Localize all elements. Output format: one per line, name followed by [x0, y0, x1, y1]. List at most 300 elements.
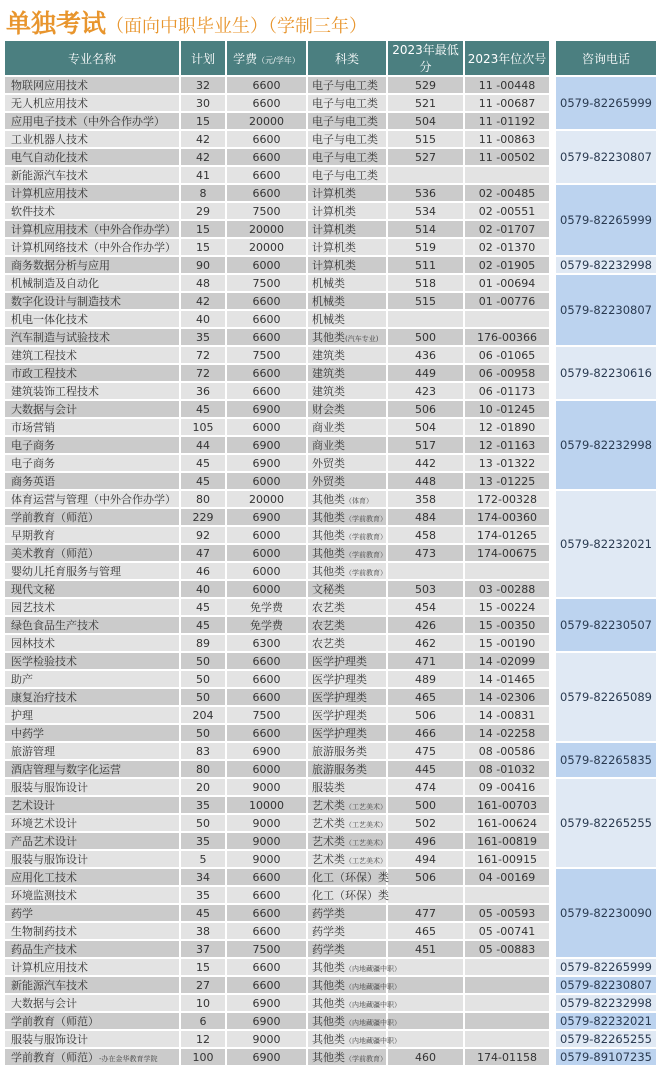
table-row [5, 185, 656, 203]
cell-major-name [5, 761, 181, 779]
category-text: 电子与电工类 [312, 115, 378, 128]
cell-plan: 40 [181, 581, 227, 599]
cell-major-name [5, 437, 181, 455]
category-text: 其他类 [312, 547, 345, 560]
header-score: 2023年最低分 [388, 41, 465, 77]
category-text: 药学类 [312, 907, 345, 920]
major-name-text: 建筑装饰工程技术 [11, 385, 99, 398]
cell-category [308, 581, 388, 599]
cell-plan: 50 [181, 689, 227, 707]
cell-major-name [5, 455, 181, 473]
cell-fee: 6900 [227, 995, 308, 1013]
category-text: 医学护理类 [312, 655, 367, 668]
category-text: 化工（环保）类 [312, 871, 389, 884]
cell-min-score: 519 [388, 239, 465, 257]
major-name-text: 电气自动化技术 [11, 151, 88, 164]
major-name-text: 体育运营与管理（中外合作办学） [11, 493, 176, 506]
cell-category [308, 743, 388, 761]
major-name-text: 服装与服饰设计 [11, 781, 88, 794]
major-name-text: 中药学 [11, 727, 44, 740]
cell-min-score: 445 [388, 761, 465, 779]
major-name-text: 美术教育（师范） [11, 547, 99, 560]
category-text: 医学护理类 [312, 727, 367, 740]
table-row [5, 401, 656, 419]
cell-rank: 02 -01370 [465, 239, 551, 257]
cell-plan: 44 [181, 437, 227, 455]
major-name-text: 旅游管理 [11, 745, 55, 758]
cell-plan: 40 [181, 311, 227, 329]
cell-min-score: 504 [388, 419, 465, 437]
major-name-text: 汽车制造与试验技术 [11, 331, 110, 344]
cell-fee: 6000 [227, 257, 308, 275]
category-text: 建筑类 [312, 385, 345, 398]
category-note: （工艺美术） [345, 839, 387, 847]
cell-plan: 45 [181, 401, 227, 419]
category-text: 电子与电工类 [312, 169, 378, 182]
cell-fee: 6600 [227, 383, 308, 401]
cell-category [308, 491, 388, 509]
cell-plan: 45 [181, 455, 227, 473]
cell-fee: 6000 [227, 419, 308, 437]
cell-rank: 08 -01032 [465, 761, 551, 779]
cell-major-name [5, 779, 181, 797]
cell-phone: 0579-82230807 [551, 131, 656, 185]
cell-min-score: 473 [388, 545, 465, 563]
cell-min-score [388, 167, 465, 185]
cell-category [308, 185, 388, 203]
category-text: 其他类 [312, 961, 345, 974]
cell-min-score: 527 [388, 149, 465, 167]
category-text: 机械类 [312, 295, 345, 308]
cell-fee: 7500 [227, 347, 308, 365]
cell-major-name [5, 977, 181, 995]
cell-plan: 27 [181, 977, 227, 995]
cell-fee: 6600 [227, 185, 308, 203]
table-row [5, 779, 656, 797]
cell-rank: 11 -00502 [465, 149, 551, 167]
cell-plan: 35 [181, 329, 227, 347]
table-row [5, 491, 656, 509]
cell-category [308, 689, 388, 707]
cell-major-name [5, 581, 181, 599]
category-text: 计算机类 [312, 259, 356, 272]
major-name-text: 计算机网络技术（中外合作办学） [11, 241, 176, 254]
cell-rank: 05 -00883 [465, 941, 551, 959]
cell-phone: 0579-82232998 [551, 401, 656, 491]
cell-category [308, 203, 388, 221]
cell-fee: 6600 [227, 311, 308, 329]
cell-major-name [5, 149, 181, 167]
cell-min-score: 515 [388, 131, 465, 149]
cell-plan: 34 [181, 869, 227, 887]
cell-rank: 15 -00224 [465, 599, 551, 617]
cell-fee: 7500 [227, 707, 308, 725]
cell-major-name [5, 563, 181, 581]
cell-plan: 90 [181, 257, 227, 275]
table-row [5, 1031, 656, 1049]
cell-rank: 12 -01890 [465, 419, 551, 437]
cell-phone: 0579-82230507 [551, 599, 656, 653]
cell-fee: 6900 [227, 743, 308, 761]
category-text: 农艺类 [312, 601, 345, 614]
cell-rank: 14 -00831 [465, 707, 551, 725]
cell-fee: 6600 [227, 293, 308, 311]
cell-plan: 6 [181, 1013, 227, 1031]
cell-major-name [5, 131, 181, 149]
cell-fee: 6900 [227, 437, 308, 455]
cell-rank: 11 -01192 [465, 113, 551, 131]
cell-min-score: 458 [388, 527, 465, 545]
cell-major-name [5, 635, 181, 653]
cell-fee: 6600 [227, 959, 308, 977]
cell-fee: 6600 [227, 131, 308, 149]
cell-fee: 7500 [227, 941, 308, 959]
cell-major-name [5, 185, 181, 203]
cell-plan: 37 [181, 941, 227, 959]
cell-category [308, 545, 388, 563]
category-text: 药学类 [312, 925, 345, 938]
cell-rank [465, 1031, 551, 1049]
cell-category [308, 329, 388, 347]
cell-min-score: 494 [388, 851, 465, 869]
cell-plan: 15 [181, 221, 227, 239]
cell-fee: 6600 [227, 329, 308, 347]
cell-fee: 6600 [227, 869, 308, 887]
major-name-text: 商务英语 [11, 475, 55, 488]
cell-category [308, 347, 388, 365]
cell-fee: 免学费 [227, 617, 308, 635]
cell-major-name [5, 401, 181, 419]
cell-major-name [5, 725, 181, 743]
cell-fee: 6600 [227, 149, 308, 167]
cell-rank: 09 -00416 [465, 779, 551, 797]
page-title [6, 4, 367, 38]
cell-category [308, 617, 388, 635]
cell-rank: 06 -01065 [465, 347, 551, 365]
cell-fee: 6000 [227, 581, 308, 599]
major-name-text: 助产 [11, 673, 33, 686]
cell-major-name [5, 527, 181, 545]
major-name-text: 应用电子技术（中外合作办学） [11, 115, 165, 128]
cell-plan: 41 [181, 167, 227, 185]
category-text: 旅游服务类 [312, 763, 367, 776]
cell-major-name [5, 275, 181, 293]
major-name-text: 服装与服饰设计 [11, 853, 88, 866]
cell-category [308, 671, 388, 689]
cell-min-score: 536 [388, 185, 465, 203]
cell-min-score: 529 [388, 77, 465, 95]
cell-fee: 6900 [227, 455, 308, 473]
cell-min-score: 534 [388, 203, 465, 221]
category-note: （工艺美术） [345, 821, 387, 829]
cell-phone: 0579-82230090 [551, 869, 656, 959]
cell-min-score: 442 [388, 455, 465, 473]
major-name-text: 大数据与会计 [11, 403, 77, 416]
cell-plan: 47 [181, 545, 227, 563]
cell-category [308, 1031, 401, 1049]
cell-rank: 02 -01905 [465, 257, 551, 275]
cell-rank: 13 -01225 [465, 473, 551, 491]
cell-category [308, 923, 388, 941]
cell-rank: 08 -00586 [465, 743, 551, 761]
cell-category [308, 419, 388, 437]
cell-plan: 83 [181, 743, 227, 761]
cell-plan: 8 [181, 185, 227, 203]
cell-category [308, 221, 388, 239]
cell-category [308, 797, 388, 815]
category-text: 艺术类 [312, 799, 345, 812]
cell-category [308, 149, 388, 167]
cell-rank: 13 -01322 [465, 455, 551, 473]
cell-plan: 35 [181, 833, 227, 851]
cell-major-name [5, 1013, 181, 1031]
cell-fee: 7500 [227, 275, 308, 293]
cell-category [308, 635, 388, 653]
cell-plan: 45 [181, 599, 227, 617]
major-name-text: 计算机应用技术 [11, 187, 88, 200]
cell-rank: 03 -00288 [465, 581, 551, 599]
cell-category [308, 869, 388, 887]
cell-rank [465, 167, 551, 185]
cell-phone: 0579-82230807 [551, 275, 656, 347]
category-text: 商业类 [312, 439, 345, 452]
cell-category [308, 1049, 388, 1067]
cell-major-name [5, 617, 181, 635]
category-note: （体育） [345, 497, 373, 505]
category-note: （内地藏疆中职） [345, 965, 401, 973]
cell-min-score: 448 [388, 473, 465, 491]
category-text: 医学护理类 [312, 709, 367, 722]
cell-min-score: 506 [388, 707, 465, 725]
cell-rank: 174-00360 [465, 509, 551, 527]
cell-fee: 20000 [227, 239, 308, 257]
major-name-text: 计算机应用技术（中外合作办学） [11, 223, 176, 236]
cell-fee: 9000 [227, 1031, 308, 1049]
table-row [5, 869, 656, 887]
cell-plan: 15 [181, 959, 227, 977]
major-name-text: 工业机器人技术 [11, 133, 88, 146]
category-note: （内地藏疆中职） [345, 983, 401, 991]
cell-rank: 15 -00190 [465, 635, 551, 653]
cell-min-score: 506 [388, 401, 465, 419]
cell-category [308, 95, 388, 113]
table-row [5, 995, 656, 1013]
cell-plan: 45 [181, 905, 227, 923]
cell-fee: 6000 [227, 545, 308, 563]
table-row [5, 1049, 656, 1067]
cell-category [308, 509, 388, 527]
category-text: 计算机类 [312, 187, 356, 200]
cell-phone: 0579-82265835 [551, 743, 656, 779]
cell-rank: 161-00819 [465, 833, 551, 851]
cell-plan: 105 [181, 419, 227, 437]
major-name-text: 护理 [11, 709, 33, 722]
cell-plan: 89 [181, 635, 227, 653]
cell-fee: 6600 [227, 923, 308, 941]
category-text: 服装类 [312, 781, 345, 794]
major-name-text: 早期教育 [11, 529, 55, 542]
cell-major-name [5, 95, 181, 113]
cell-fee: 7500 [227, 203, 308, 221]
cell-plan: 29 [181, 203, 227, 221]
major-name-text: 数字化设计与制造技术 [11, 295, 121, 308]
cell-rank: 14 -01465 [465, 671, 551, 689]
cell-major-name [5, 941, 181, 959]
category-note: （内地藏疆中职） [345, 1001, 401, 1009]
cell-plan: 32 [181, 77, 227, 95]
cell-rank: 12 -01163 [465, 437, 551, 455]
cell-major-name [5, 77, 181, 95]
cell-min-score: 511 [388, 257, 465, 275]
cell-rank: 174-00675 [465, 545, 551, 563]
category-text: 其他类 [312, 1015, 345, 1028]
category-text: 电子与电工类 [312, 151, 378, 164]
table-row [5, 131, 656, 149]
cell-major-name [5, 671, 181, 689]
category-note: （学前教育） [345, 569, 387, 577]
cell-major-name [5, 365, 181, 383]
title-main: 单独考试 [6, 9, 107, 38]
cell-min-score: 489 [388, 671, 465, 689]
cell-category [308, 941, 388, 959]
category-note: （学前教育） [345, 515, 387, 523]
cell-rank: 02 -00551 [465, 203, 551, 221]
cell-major-name [5, 707, 181, 725]
cell-rank: 15 -00350 [465, 617, 551, 635]
cell-category [308, 131, 388, 149]
cell-min-score: 454 [388, 599, 465, 617]
header-name: 专业名称 [5, 41, 181, 77]
cell-major-name [5, 905, 181, 923]
header-fee-label: 学费 [233, 51, 258, 66]
cell-major-name [5, 851, 181, 869]
category-text: 其他类 [312, 511, 345, 524]
cell-phone: 0579-82232998 [551, 995, 656, 1013]
header-rank: 2023年位次号 [465, 41, 551, 77]
table-row [5, 77, 656, 95]
cell-min-score: 475 [388, 743, 465, 761]
major-name-text: 学前教育（师范） [11, 1051, 99, 1064]
cell-rank: 06 -00958 [465, 365, 551, 383]
category-note: （工艺美术） [345, 857, 387, 865]
cell-rank [465, 563, 551, 581]
cell-rank [465, 887, 551, 905]
cell-plan: 45 [181, 473, 227, 491]
cell-plan: 50 [181, 725, 227, 743]
major-name-text: 机电一体化技术 [11, 313, 88, 326]
cell-major-name [5, 815, 181, 833]
cell-plan: 36 [181, 383, 227, 401]
category-text: 医学护理类 [312, 673, 367, 686]
category-text: 艺术类 [312, 835, 345, 848]
cell-min-score: 460 [388, 1049, 465, 1067]
cell-fee: 6600 [227, 95, 308, 113]
cell-plan: 92 [181, 527, 227, 545]
cell-min-score: 496 [388, 833, 465, 851]
cell-rank: 02 -00485 [465, 185, 551, 203]
cell-plan: 15 [181, 113, 227, 131]
cell-plan: 50 [181, 671, 227, 689]
category-text: 艺术类 [312, 853, 345, 866]
major-name-text: 康复治疗技术 [11, 691, 77, 704]
category-text: 计算机类 [312, 205, 356, 218]
cell-major-name [5, 113, 181, 131]
cell-major-name [5, 383, 181, 401]
cell-category [308, 473, 388, 491]
cell-fee: 20000 [227, 491, 308, 509]
major-name-text: 药品生产技术 [11, 943, 77, 956]
cell-min-score: 462 [388, 635, 465, 653]
category-text: 其他类 [312, 529, 345, 542]
cell-category [308, 1013, 401, 1031]
cell-category [308, 293, 388, 311]
cell-phone: 0579-82265255 [551, 779, 656, 869]
cell-fee: 6000 [227, 473, 308, 491]
cell-major-name [5, 743, 181, 761]
major-name-text: 市政工程技术 [11, 367, 77, 380]
cell-fee: 6900 [227, 1049, 308, 1067]
cell-rank: 06 -01173 [465, 383, 551, 401]
category-text: 电子与电工类 [312, 97, 378, 110]
major-name-text: 市场营销 [11, 421, 55, 434]
cell-major-name [5, 923, 181, 941]
table-row [5, 275, 656, 293]
header-phone: 咨询电话 [551, 41, 656, 77]
cell-min-score: 466 [388, 725, 465, 743]
cell-phone: 0579-89107235 [551, 1049, 656, 1067]
table-row [5, 977, 656, 995]
cell-category [308, 761, 388, 779]
cell-min-score: 500 [388, 797, 465, 815]
cell-min-score: 449 [388, 365, 465, 383]
cell-category [308, 995, 401, 1013]
major-name-text: 物联网应用技术 [11, 79, 88, 92]
category-text: 财会类 [312, 403, 345, 416]
category-text: 其他类 [312, 979, 345, 992]
category-text: 电子与电工类 [312, 133, 378, 146]
cell-min-score: 502 [388, 815, 465, 833]
category-text: 文秘类 [312, 583, 345, 596]
cell-plan: 42 [181, 149, 227, 167]
cell-plan: 35 [181, 797, 227, 815]
cell-major-name [5, 239, 181, 257]
cell-plan: 42 [181, 293, 227, 311]
cell-rank [465, 995, 551, 1013]
cell-plan: 10 [181, 995, 227, 1013]
cell-plan: 42 [181, 131, 227, 149]
cell-fee: 6600 [227, 167, 308, 185]
header-category: 科类 [308, 41, 388, 77]
cell-fee: 6600 [227, 365, 308, 383]
cell-major-name [5, 293, 181, 311]
table-row [5, 959, 656, 977]
cell-category [308, 257, 388, 275]
cell-rank [465, 311, 551, 329]
table-row [5, 347, 656, 365]
cell-min-score: 474 [388, 779, 465, 797]
cell-rank: 10 -01245 [465, 401, 551, 419]
cell-min-score: 358 [388, 491, 465, 509]
cell-fee: 9000 [227, 815, 308, 833]
cell-category [308, 653, 388, 671]
cell-category [308, 833, 388, 851]
cell-major-name [5, 653, 181, 671]
cell-fee: 6600 [227, 977, 308, 995]
category-note: （内地藏疆中职） [345, 1019, 401, 1027]
cell-category [308, 401, 388, 419]
cell-major-name [5, 959, 181, 977]
cell-min-score [388, 887, 465, 905]
